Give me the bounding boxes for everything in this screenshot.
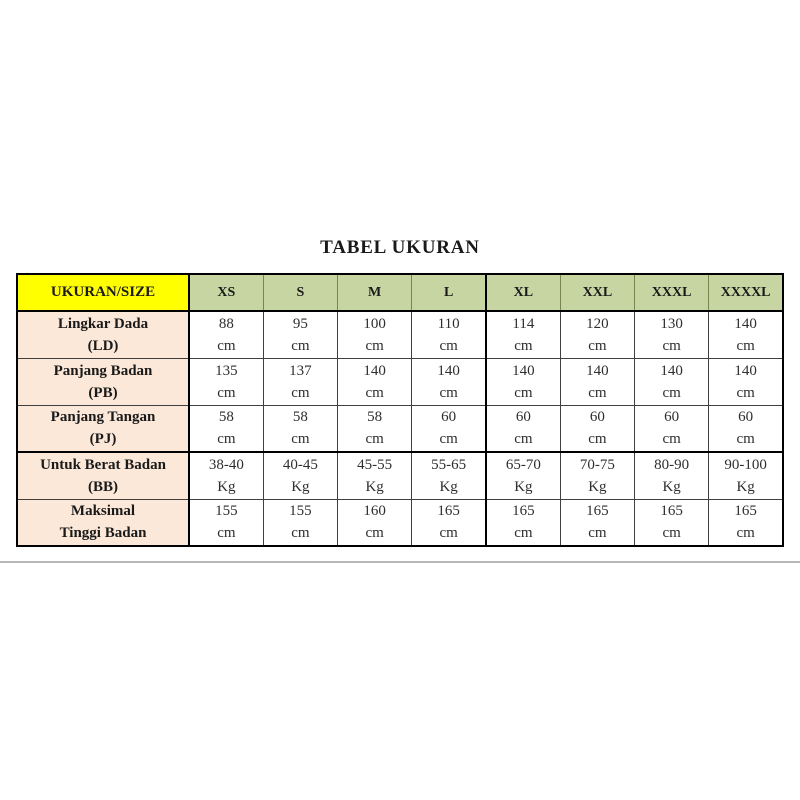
unit-text: cm [736, 384, 755, 401]
value-cell [635, 358, 709, 405]
value-text: 137 [289, 362, 312, 379]
value-cell [263, 452, 337, 499]
table-row [17, 358, 783, 405]
unit-text: Kg [217, 478, 236, 495]
value-text: 165 [512, 503, 535, 520]
unit-text: cm [662, 431, 681, 448]
value-cell [189, 405, 263, 452]
header-cell-size-m: M [338, 274, 412, 311]
value-cell [709, 311, 783, 358]
row-label-line1: Untuk Berat Badan [40, 456, 166, 473]
unit-text: cm [365, 525, 384, 542]
unit-text: Kg [588, 478, 607, 495]
value-cell [560, 499, 634, 546]
unit-text: cm [514, 337, 533, 354]
header-cell-size-xxxl: XXXL [635, 274, 709, 311]
value-text: 140 [734, 315, 757, 332]
value-text: 160 [363, 503, 386, 520]
value-cell [338, 405, 412, 452]
unit-text: cm [662, 337, 681, 354]
unit-text: cm [217, 384, 236, 401]
unit-text: cm [662, 384, 681, 401]
unit-text: Kg [736, 478, 755, 495]
unit-text: cm [588, 337, 607, 354]
row-label-line2: (BB) [88, 478, 118, 495]
value-text: 165 [660, 503, 683, 520]
value-cell [709, 358, 783, 405]
value-cell [560, 452, 634, 499]
value-text: 55-65 [431, 456, 467, 473]
unit-text: cm [291, 431, 310, 448]
value-text: 58 [218, 409, 234, 426]
value-cell [412, 405, 486, 452]
value-text: 90-100 [724, 456, 767, 473]
unit-text: cm [514, 525, 533, 542]
value-cell [635, 311, 709, 358]
value-cell [486, 452, 560, 499]
value-cell [635, 499, 709, 546]
value-cell [486, 405, 560, 452]
value-text: 60 [515, 409, 531, 426]
value-text: 130 [660, 315, 683, 332]
value-text: 58 [292, 409, 308, 426]
value-text: 140 [363, 362, 386, 379]
unit-text: cm [588, 431, 607, 448]
value-text: 40-45 [282, 456, 318, 473]
value-text: 140 [437, 362, 460, 379]
unit-text: cm [736, 337, 755, 354]
value-text: 60 [589, 409, 605, 426]
value-text: 60 [738, 409, 754, 426]
table-row [17, 405, 783, 452]
unit-text: Kg [662, 478, 681, 495]
unit-text: cm [439, 384, 458, 401]
value-cell [263, 358, 337, 405]
unit-text: Kg [291, 478, 310, 495]
unit-text: cm [439, 337, 458, 354]
row-label-line2: (PJ) [89, 431, 117, 448]
value-cell [560, 358, 634, 405]
value-text: 155 [215, 503, 238, 520]
unit-text: cm [217, 525, 236, 542]
header-cell-size-xxxxl: XXXXL [709, 274, 783, 311]
value-text: 140 [734, 362, 757, 379]
unit-text: cm [365, 384, 384, 401]
value-cell [189, 452, 263, 499]
row-label-line1: Maksimal [70, 503, 136, 520]
value-cell [189, 499, 263, 546]
header-cell-size-xs: XS [189, 274, 263, 311]
row-label-cell [17, 499, 189, 546]
header-cell-size-l: L [412, 274, 486, 311]
row-label-line1: Panjang Badan [53, 362, 153, 379]
value-text: 140 [586, 362, 609, 379]
row-label-line2: Tinggi Badan [59, 525, 147, 542]
value-text: 80-90 [654, 456, 690, 473]
value-cell [486, 499, 560, 546]
unit-text: cm [439, 525, 458, 542]
unit-text: Kg [439, 478, 458, 495]
unit-text: cm [514, 431, 533, 448]
value-text: 110 [437, 315, 460, 332]
value-cell [263, 405, 337, 452]
value-cell [338, 358, 412, 405]
table-row [17, 452, 783, 499]
table-row [17, 311, 783, 358]
unit-text: cm [291, 525, 310, 542]
unit-text: cm [365, 337, 384, 354]
value-cell [635, 452, 709, 499]
header-cell-size-s: S [263, 274, 337, 311]
value-cell [338, 452, 412, 499]
unit-text: Kg [514, 478, 533, 495]
value-cell [709, 452, 783, 499]
value-text: 60 [441, 409, 457, 426]
unit-text: cm [217, 337, 236, 354]
unit-text: cm [439, 431, 458, 448]
value-text: 38-40 [208, 456, 244, 473]
row-label-line2: (LD) [87, 337, 119, 354]
value-cell [486, 358, 560, 405]
value-cell [486, 311, 560, 358]
header-cell-size-xl: XL [486, 274, 560, 311]
size-table [16, 273, 784, 547]
value-text: 140 [660, 362, 683, 379]
value-text: 120 [586, 315, 609, 332]
value-text: 165 [734, 503, 757, 520]
row-label-cell [17, 358, 189, 405]
value-cell [263, 499, 337, 546]
unit-text: cm [291, 337, 310, 354]
value-text: 114 [512, 315, 535, 332]
value-cell [189, 358, 263, 405]
value-text: 65-70 [505, 456, 541, 473]
value-text: 100 [363, 315, 386, 332]
value-text: 58 [367, 409, 383, 426]
value-text: 140 [512, 362, 535, 379]
header-row [17, 274, 783, 311]
unit-text: cm [736, 525, 755, 542]
value-cell [263, 311, 337, 358]
value-text: 88 [218, 315, 234, 332]
row-label-line1: Lingkar Dada [57, 315, 149, 332]
value-cell [709, 405, 783, 452]
table-row [17, 499, 783, 546]
value-cell [560, 311, 634, 358]
row-label-line1: Panjang Tangan [50, 409, 156, 426]
divider-line [0, 561, 800, 563]
row-label-cell [17, 405, 189, 452]
value-cell [412, 358, 486, 405]
value-cell [412, 311, 486, 358]
value-cell [412, 499, 486, 546]
unit-text: cm [217, 431, 236, 448]
value-cell [635, 405, 709, 452]
value-text: 165 [586, 503, 609, 520]
unit-text: cm [588, 525, 607, 542]
value-text: 95 [292, 315, 308, 332]
header-cell-ukuran-size: UKURAN/SIZE [17, 274, 189, 311]
unit-text: cm [365, 431, 384, 448]
value-text: 135 [215, 362, 238, 379]
value-text: 45-55 [357, 456, 393, 473]
header-cell-size-xxl: XXL [560, 274, 634, 311]
row-label-line2: (PB) [88, 384, 118, 401]
table-title: TABEL UKURAN [320, 237, 480, 258]
value-text: 70-75 [579, 456, 615, 473]
value-text: 165 [437, 503, 460, 520]
value-cell [338, 499, 412, 546]
unit-text: cm [514, 384, 533, 401]
value-cell [709, 499, 783, 546]
value-cell [338, 311, 412, 358]
row-label-cell [17, 311, 189, 358]
value-text: 155 [289, 503, 312, 520]
value-cell [189, 311, 263, 358]
value-cell [560, 405, 634, 452]
value-cell [412, 452, 486, 499]
unit-text: cm [662, 525, 681, 542]
unit-text: cm [736, 431, 755, 448]
unit-text: cm [291, 384, 310, 401]
unit-text: cm [588, 384, 607, 401]
row-label-cell [17, 452, 189, 499]
unit-text: Kg [365, 478, 384, 495]
value-text: 60 [664, 409, 680, 426]
